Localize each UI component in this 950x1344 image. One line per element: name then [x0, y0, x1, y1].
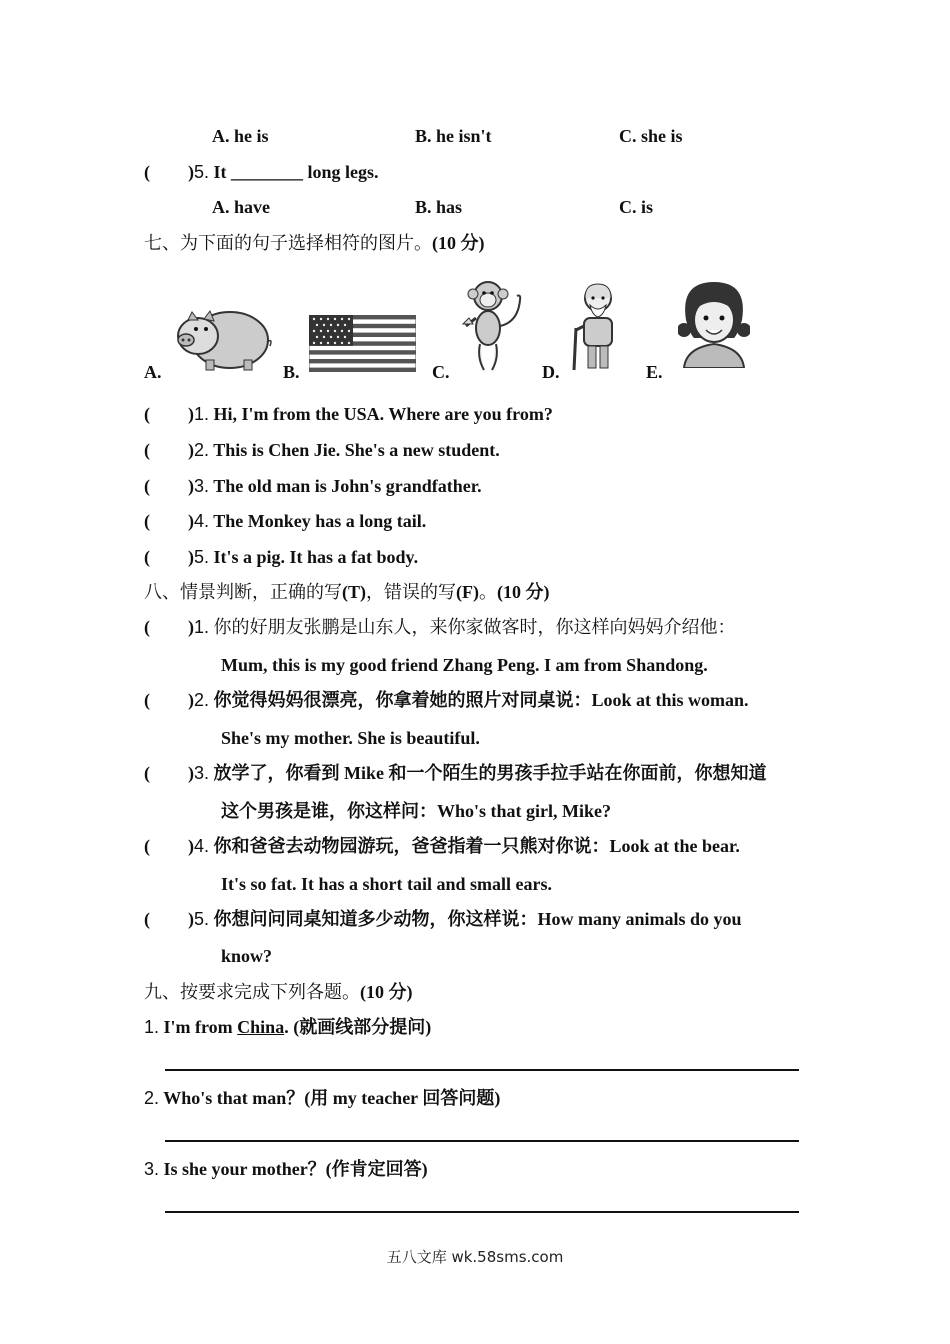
- section7-title: 七、为下面的句子选择相符的图片。: [144, 233, 432, 253]
- q5-text: It ________ long legs.: [213, 162, 379, 182]
- s7-item1-paren: (: [144, 404, 150, 424]
- section8-title-t: (T): [342, 582, 366, 602]
- s7-item4-number: 4.: [194, 511, 210, 531]
- section8-title: 八、情景判断，正确的写: [144, 582, 342, 602]
- s9-q2-number: 2.: [144, 1088, 160, 1108]
- section8-title-end: 。: [478, 582, 497, 602]
- section7-heading: [144, 232, 485, 254]
- monkey-picture: [458, 278, 526, 376]
- s7-item3: )3. The old man is John's grandfather.: [188, 476, 482, 496]
- q5-line: [188, 161, 379, 183]
- pic-label-c: C.: [432, 362, 450, 382]
- section8-score: (10 分): [496, 582, 550, 602]
- s8-item4-paren: (: [144, 836, 150, 856]
- s7-item2: )2. This is Chen Jie. She's a new student.: [188, 440, 500, 460]
- s9-q2-text: Who's that man？(用 my teacher 回答问题): [163, 1088, 501, 1108]
- pic-label-a: A.: [144, 362, 162, 382]
- s9-q1-underlined: China: [237, 1017, 285, 1037]
- section9-title: 九、按要求完成下列各题。: [144, 982, 360, 1002]
- s8-item1-line2: Mum, this is my good friend Zhang Peng. I am from Shandong.: [221, 655, 708, 675]
- q4-option-c: C. she is: [619, 126, 683, 146]
- s9-q1-pre: I'm from: [163, 1017, 238, 1037]
- q5-option-a: A. have: [212, 197, 270, 217]
- s8-item5-line2: know?: [221, 946, 273, 966]
- s9-q1: [144, 1016, 431, 1038]
- s7-item5-text: It's a pig. It has a fat body.: [213, 547, 419, 567]
- s8-item4-text: 你和爸爸去动物园游玩，爸爸指着一只熊对你说：Look at the bear.: [213, 836, 740, 856]
- s8-item1-line1: )1. 你的好朋友张鹏是山东人，来你家做客时，你这样向妈妈介绍他：: [188, 617, 736, 637]
- s9-q3-answer-line[interactable]: [165, 1211, 799, 1213]
- footer-watermark: 五八文库 wk.58sms.com: [386, 1248, 564, 1266]
- s9-q1-answer-line[interactable]: [165, 1069, 799, 1071]
- pic-label-d: D.: [542, 362, 560, 382]
- q5-close-paren: ): [188, 162, 194, 182]
- s8-item1-paren: (: [144, 617, 150, 637]
- s7-item4-text: The Monkey has a long tail.: [213, 511, 427, 531]
- s7-item4: )4. The Monkey has a long tail.: [188, 511, 427, 531]
- s7-item3-text: The old man is John's grandfather.: [213, 476, 482, 496]
- section8-title-mid: ，错误的写: [366, 582, 456, 602]
- s8-item3-line1: )3. 放学了，你看到 Mike 和一个陌生的男孩手拉手站在你面前，你想知道: [188, 763, 767, 783]
- s8-item4-line1: )4. 你和爸爸去动物园游玩，爸爸指着一只熊对你说：Look at the bear.: [188, 836, 740, 856]
- s7-item1-text: Hi, I'm from the USA. Where are you from?: [213, 404, 553, 424]
- pic-label-b: B.: [283, 362, 300, 382]
- pic-label-e: E.: [646, 362, 663, 382]
- q4-option-b: B. he isn't: [415, 126, 492, 146]
- q5-number: 5.: [194, 162, 210, 182]
- s8-item3-text: 放学了，你看到 Mike 和一个陌生的男孩手拉手站在你面前，你想知道: [213, 763, 767, 783]
- s8-item5-number: 5.: [194, 909, 210, 929]
- section9-heading: [144, 981, 413, 1003]
- q4-option-a: A. he is: [212, 126, 269, 146]
- s8-item5-text: 你想问问同桌知道多少动物，你这样说：How many animals do you: [213, 909, 742, 929]
- girl-picture: [678, 280, 750, 368]
- s7-item3-paren: (: [144, 476, 150, 496]
- s7-item1-number: 1.: [194, 404, 210, 424]
- s8-item3-paren: (: [144, 763, 150, 783]
- s8-item2-paren: (: [144, 690, 150, 710]
- s8-item5-line1: )5. 你想问问同桌知道多少动物，你这样说：How many animals do you: [188, 909, 742, 929]
- q5-open-paren: (: [144, 162, 150, 182]
- q5-option-b: B. has: [415, 197, 463, 217]
- s7-item2-paren: (: [144, 440, 150, 460]
- s8-item4-line2: It's so fat. It has a short tail and small ears.: [221, 874, 553, 894]
- s8-item2-text: 你觉得妈妈很漂亮，你拿着她的照片对同桌说：Look at this woman.: [213, 690, 749, 710]
- s8-item2-number: 2.: [194, 690, 210, 710]
- usa-flag-picture: [309, 315, 416, 372]
- section8-title-f: (F): [456, 582, 479, 602]
- s9-q2-answer-line[interactable]: [165, 1140, 799, 1142]
- s8-item2-line2: She's my mother. She is beautiful.: [221, 728, 480, 748]
- s7-item4-paren: (: [144, 511, 150, 531]
- s7-item1: )1. Hi, I'm from the USA. Where are you from?: [188, 404, 553, 424]
- s9-q1-post: . (就画线部分提问): [284, 1017, 432, 1037]
- s8-item3-number: 3.: [194, 763, 210, 783]
- pig-picture: [170, 302, 274, 372]
- s9-q1-number: 1.: [144, 1017, 160, 1037]
- s8-item3-line2: 这个男孩是谁，你这样问：Who's that girl, Mike?: [221, 801, 611, 821]
- section9-score: (10 分): [360, 982, 413, 1002]
- s9-q3-number: 3.: [144, 1159, 160, 1179]
- section7-score: (10 分): [432, 233, 485, 253]
- s7-item5-number: 5.: [194, 547, 210, 567]
- section8-heading: [144, 581, 549, 603]
- s8-item5-paren: (: [144, 909, 150, 929]
- s8-item1-number: 1.: [194, 617, 210, 637]
- old-man-picture: [568, 280, 632, 374]
- s8-item1-text: 你的好朋友张鹏是山东人，来你家做客时，你这样向妈妈介绍他：: [213, 617, 736, 637]
- s7-item3-number: 3.: [194, 476, 210, 496]
- s8-item4-number: 4.: [194, 836, 210, 856]
- s7-item2-text: This is Chen Jie. She's a new student.: [213, 440, 500, 460]
- s8-item2-line1: )2. 你觉得妈妈很漂亮，你拿着她的照片对同桌说：Look at this woman.: [188, 690, 749, 710]
- s7-item5: )5. It's a pig. It has a fat body.: [188, 547, 419, 567]
- s9-q3-text: Is she your mother？(作肯定回答): [163, 1159, 428, 1179]
- q5-option-c: C. is: [619, 197, 654, 217]
- s9-q3: [144, 1158, 428, 1180]
- s9-q2: [144, 1087, 500, 1109]
- s7-item5-paren: (: [144, 547, 150, 567]
- s7-item2-number: 2.: [194, 440, 210, 460]
